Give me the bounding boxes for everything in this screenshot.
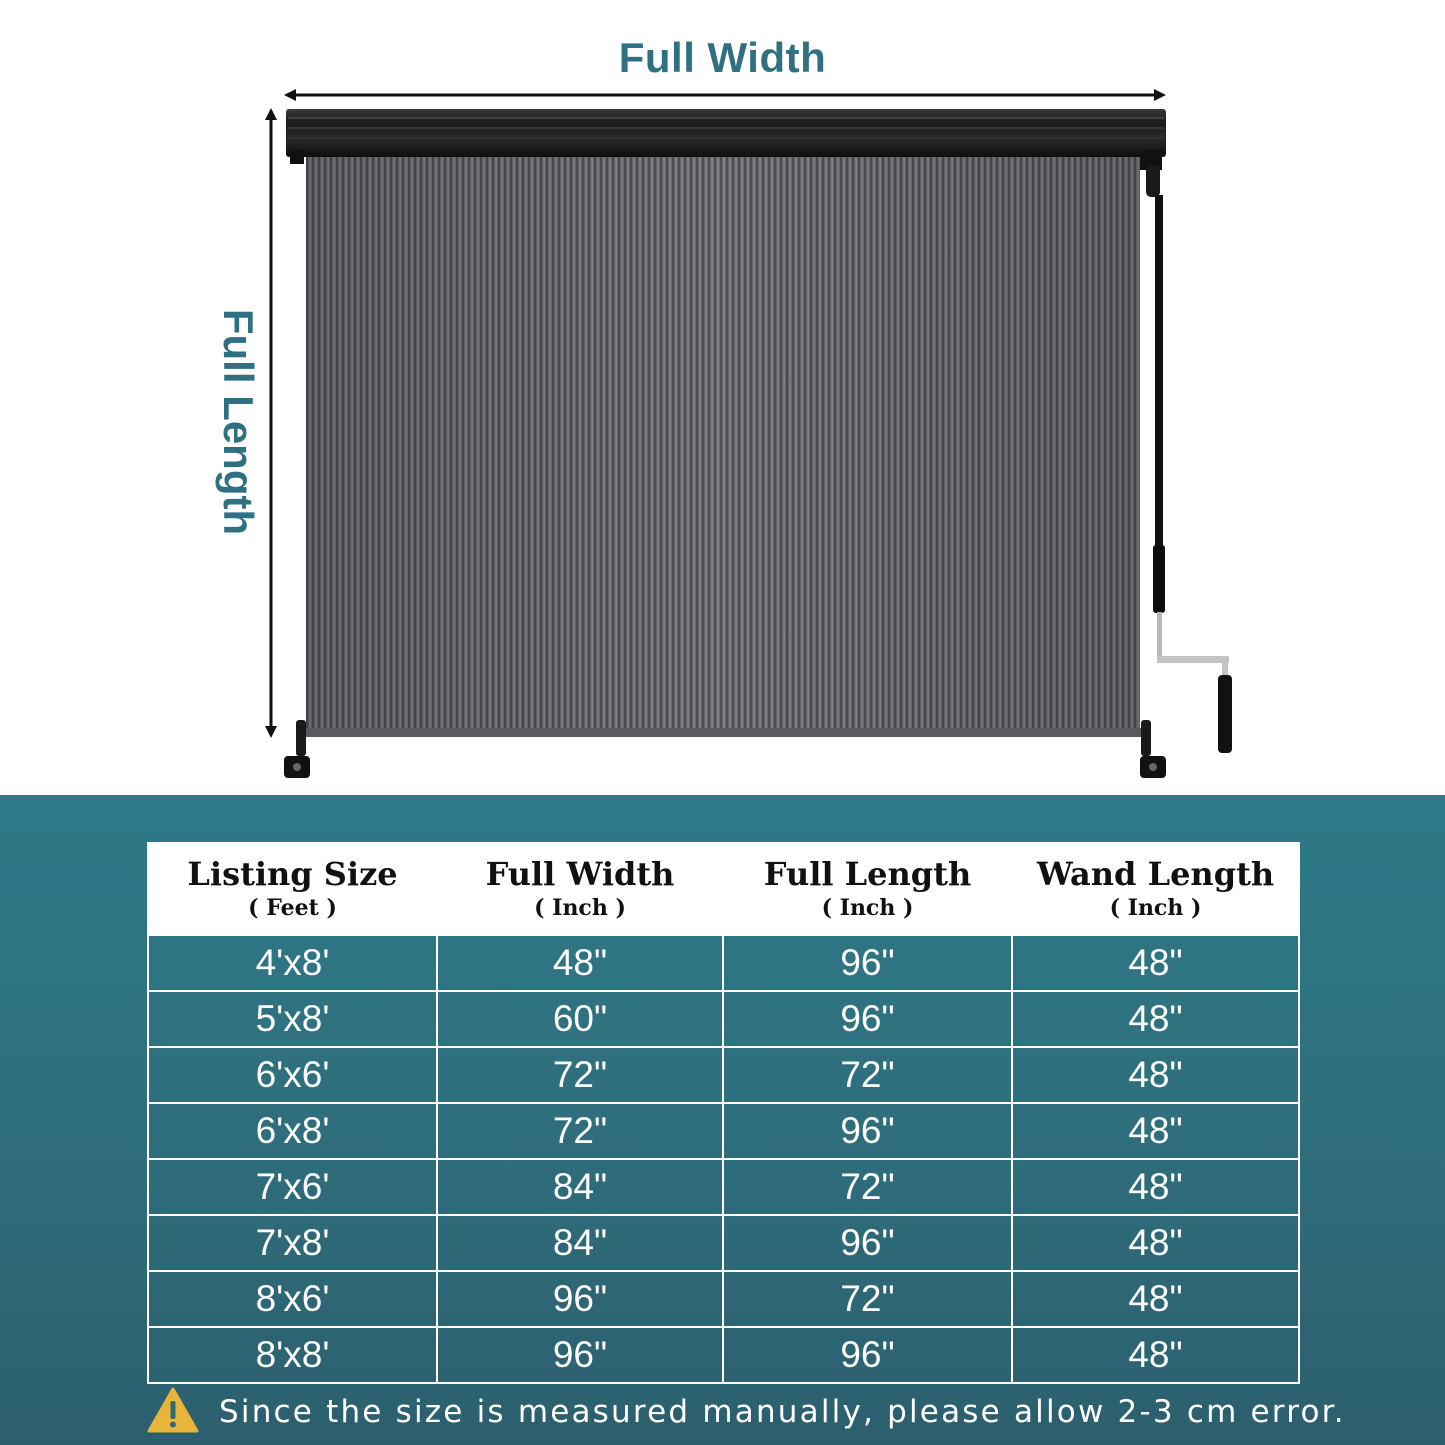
header-unit: ( Inch )	[1109, 895, 1202, 921]
wand-length-cell: 48"	[1012, 1215, 1299, 1271]
listing-size-cell: 7'x8'	[148, 1215, 437, 1271]
table-row	[148, 1103, 1299, 1159]
header-listing-size	[148, 843, 437, 935]
full-length-cell: 96"	[723, 1327, 1012, 1383]
full-width-cell: 84"	[437, 1159, 723, 1215]
note-text: Since the size is measured manually, please allow 2-3 cm error.	[219, 1394, 1346, 1430]
full-length-cell: 96"	[723, 1215, 1012, 1271]
table-header-row	[148, 843, 1299, 935]
header-label: Full Width	[485, 855, 675, 893]
wand-length-cell: 48"	[1012, 1047, 1299, 1103]
listing-size-cell: 5'x8'	[148, 991, 437, 1047]
table-row	[148, 1327, 1299, 1383]
full-width-cell: 72"	[437, 1047, 723, 1103]
full-width-cell: 96"	[437, 1327, 723, 1383]
header-wand-length	[1012, 843, 1299, 935]
header-label: Listing Size	[187, 855, 398, 893]
full-width-cell: 48"	[437, 935, 723, 991]
header-full-length	[723, 843, 1012, 935]
header-full-width	[437, 843, 723, 935]
table-row	[148, 1159, 1299, 1215]
size-chart-table	[147, 842, 1300, 1384]
width-arrow	[284, 89, 1166, 101]
full-width-label: Full Width	[618, 34, 827, 81]
listing-size-cell: 8'x6'	[148, 1271, 437, 1327]
full-length-cell: 72"	[723, 1047, 1012, 1103]
measurement-note	[147, 1384, 1346, 1440]
full-width-cell: 84"	[437, 1215, 723, 1271]
listing-size-cell: 4'x8'	[148, 935, 437, 991]
header-unit: ( Inch )	[821, 895, 914, 921]
table-row	[148, 1215, 1299, 1271]
full-length-label: Full Length	[215, 308, 262, 536]
crank-wand	[1146, 165, 1232, 753]
wand-length-cell: 48"	[1012, 1103, 1299, 1159]
table-row	[148, 1047, 1299, 1103]
length-arrow	[265, 108, 277, 738]
listing-size-cell: 6'x8'	[148, 1103, 437, 1159]
full-length-cell: 96"	[723, 935, 1012, 991]
floor-bracket-right	[1140, 720, 1166, 778]
warning-icon	[147, 1386, 199, 1434]
header-unit: ( Feet )	[248, 895, 337, 921]
listing-size-cell: 6'x6'	[148, 1047, 437, 1103]
full-length-cell: 96"	[723, 1103, 1012, 1159]
full-width-cell: 96"	[437, 1271, 723, 1327]
wand-length-cell: 48"	[1012, 935, 1299, 991]
header-unit: ( Inch )	[534, 895, 626, 921]
table-row	[148, 935, 1299, 991]
wand-length-cell: 48"	[1012, 1271, 1299, 1327]
wand-length-cell: 48"	[1012, 991, 1299, 1047]
table-row	[148, 991, 1299, 1047]
listing-size-cell: 8'x8'	[148, 1327, 437, 1383]
listing-size-cell: 7'x6'	[148, 1159, 437, 1215]
header-label: Wand Length	[1036, 855, 1275, 893]
wand-length-cell: 48"	[1012, 1327, 1299, 1383]
table-row	[148, 1271, 1299, 1327]
full-length-cell: 72"	[723, 1159, 1012, 1215]
full-length-cell: 96"	[723, 991, 1012, 1047]
header-label: Full Length	[763, 855, 972, 893]
wand-length-cell: 48"	[1012, 1159, 1299, 1215]
full-width-cell: 60"	[437, 991, 723, 1047]
full-width-cell: 72"	[437, 1103, 723, 1159]
full-length-cell: 72"	[723, 1271, 1012, 1327]
bottom-rail	[304, 728, 1142, 737]
